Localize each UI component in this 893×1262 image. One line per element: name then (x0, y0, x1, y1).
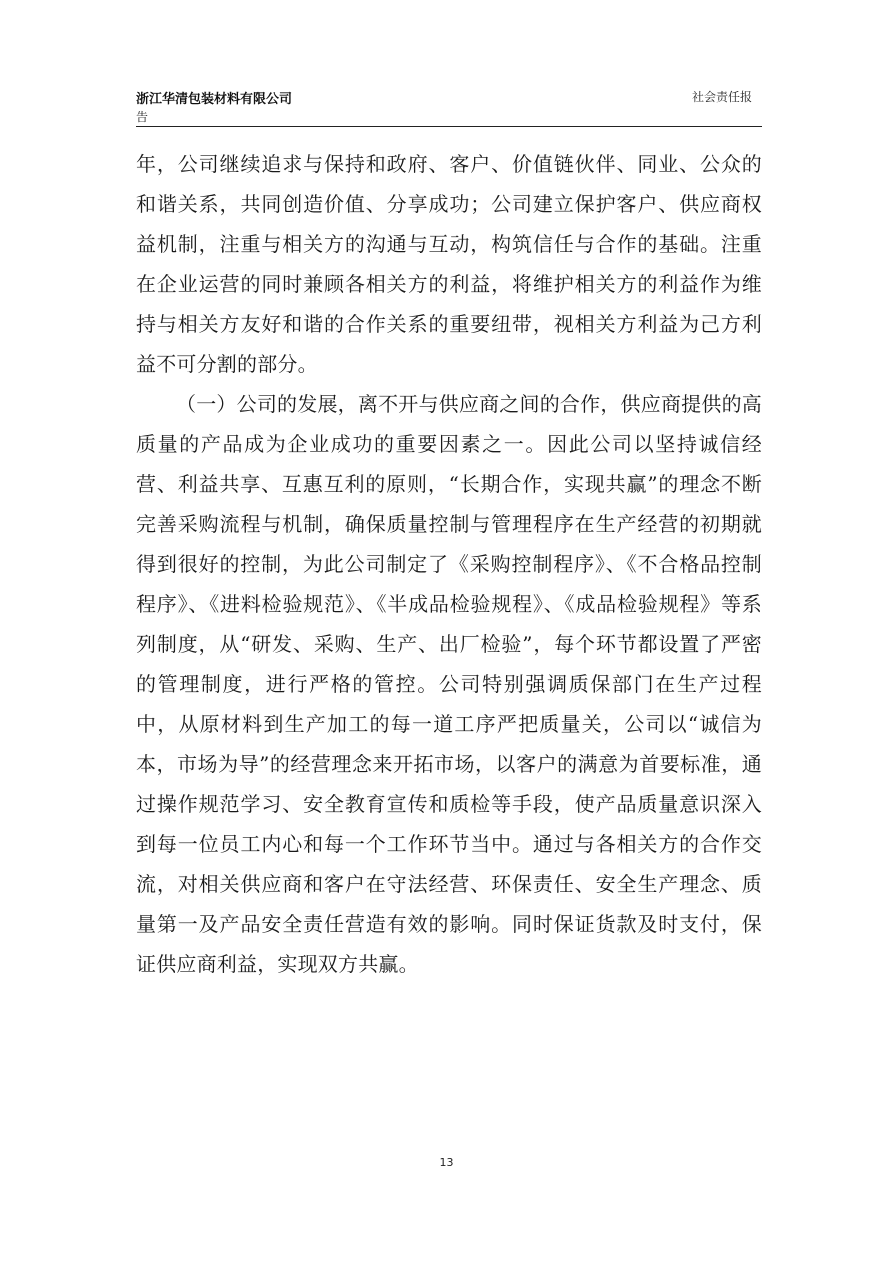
report-title-wrap: 告 (136, 110, 149, 124)
page-header (136, 86, 762, 127)
body-text (136, 144, 762, 984)
company-name: 浙江华清包装材料有限公司 (136, 92, 293, 107)
paragraph-supplier-cooperation: （一）公司的发展，离不开与供应商之间的合作，供应商提供的高质量的产品成为企业成功的重要因素之一。因此公司以坚持诚信经营、利益共享、互惠互利的原则，“长期合作，实现共赢”的理念不断完善采购流程与机制，确保质量控制与管理程序在生产经营的初期就得到很好的控制，为此公司制定了《采购控制程序》、《不合格品控制程序》、《进料检验规范》、《半成品检验规程》、《成品检验规程》等系列制度，从“研发、采购、生产、出厂检验”，每个环节都设置了严密的管理制度，进行严格的管控。公司特别强调质保部门在生产过程中，从原材料到生产加工的每一道工序严把质量关，公司以“诚信为本，市场为导”的经营理念来开拓市场，以客户的满意为首要标准，通过操作规范学习、安全教育宣传和质检等手段，使产品质量意识深入到每一位员工内心和每一个工作环节当中。通过与各相关方的合作交流，对相关供应商和客户在守法经营、环保责任、安全生产理念、质量第一及产品安全责任营造有效的影响。同时保证货款及时支付，保证供应商利益，实现双方共赢。 (136, 392, 762, 976)
page-number: 13 (439, 1156, 454, 1169)
paragraph-continuation: 年，公司继续追求与保持和政府、客户、价值链伙伴、同业、公众的和谐关系，共同创造价值、分享成功；公司建立保护客户、供应商权益机制，注重与相关方的沟通与互动，构筑信任与合作的基础。注重在企业运营的同时兼顾各相关方的利益，将维护相关方的利益作为维持与相关方友好和谐的合作关系的重要纽带，视相关方利益为己方利益不可分割的部分。 (136, 152, 762, 376)
report-title: 社会责任报 (691, 90, 752, 104)
